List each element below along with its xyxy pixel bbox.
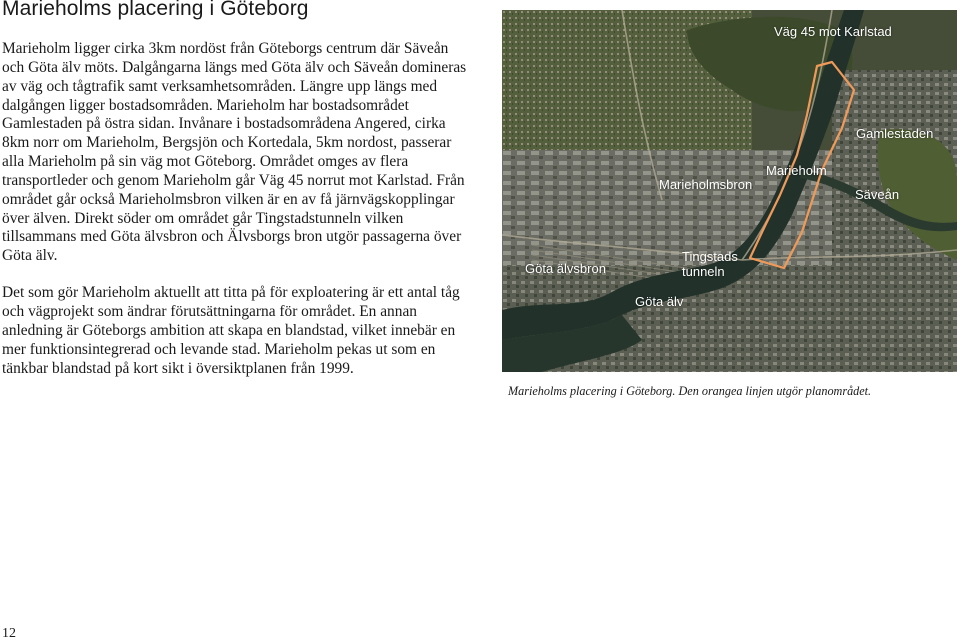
paragraph-location: Marieholm ligger cirka 3km nordöst från Göteborgs centrum där Säveån och Göta älv möts. Dalgångarna längs med Göta älv och Säveån domineras av väg och tågtrafik samt verksamhetsområden. Längre upp längs med dalgången ligger bostadsområden. Marieholm har bostadsområdet Gamlestaden på östra sidan. Invånare i bostadsområdena Angered, cirka 8km norr om Marieholm, Bergsjön och Kortedala, 5km nordost, passerar alla Marieholm på sin väg mot Göteborg. Området omges av flera transportleder och genom Marieholm går Väg 45 norrut mot Karlstad. Från området går också Marieholmsbron vilken är en av få järnvägskopplingar över älven. Direkt söder om området går Tingstadstunneln vilken tillsammans med Göta älvsbron och Älvsborgs bron utgör passagerna över Göta älv. <box>2 40 467 265</box>
aerial-map <box>502 10 957 372</box>
paragraph-motivation: Det som gör Marieholm aktuellt att titta på för exploatering är ett antal tåg och vägprojekt som ändrar förutsättningarna för området. En annan anledning är Göteborgs ambition att skapa en blandstad, vilket innebär en mer funktionsintegrerad och levande stad. Marieholm pekas ut som en tänkbar blandstad på kort sikt i översiktplanen från 1999. <box>2 284 460 377</box>
map-label-gota-alv: Göta älv <box>635 294 684 309</box>
map-label-savean: Säveån <box>855 187 900 202</box>
map-label-vag45: Väg 45 mot Karlstad <box>774 24 892 39</box>
map-label-marieholmsbron: Marieholmsbron <box>659 177 753 192</box>
page-number: 12 <box>2 626 16 641</box>
map-label-tingstads: Tingstads <box>682 249 738 264</box>
map-label-tunneln: tunneln <box>682 264 725 279</box>
map-caption: Marieholms placering i Göteborg. Den orangea linjen utgör planområdet. <box>508 384 872 398</box>
map-label-gamlestaden: Gamlestaden <box>856 126 934 141</box>
page-heading: Marieholms placering i Göteborg <box>2 0 309 20</box>
body-text <box>2 40 472 378</box>
map-label-marieholm: Marieholm <box>766 163 827 178</box>
map-label-gota-alvsbron: Göta älvsbron <box>525 261 606 276</box>
